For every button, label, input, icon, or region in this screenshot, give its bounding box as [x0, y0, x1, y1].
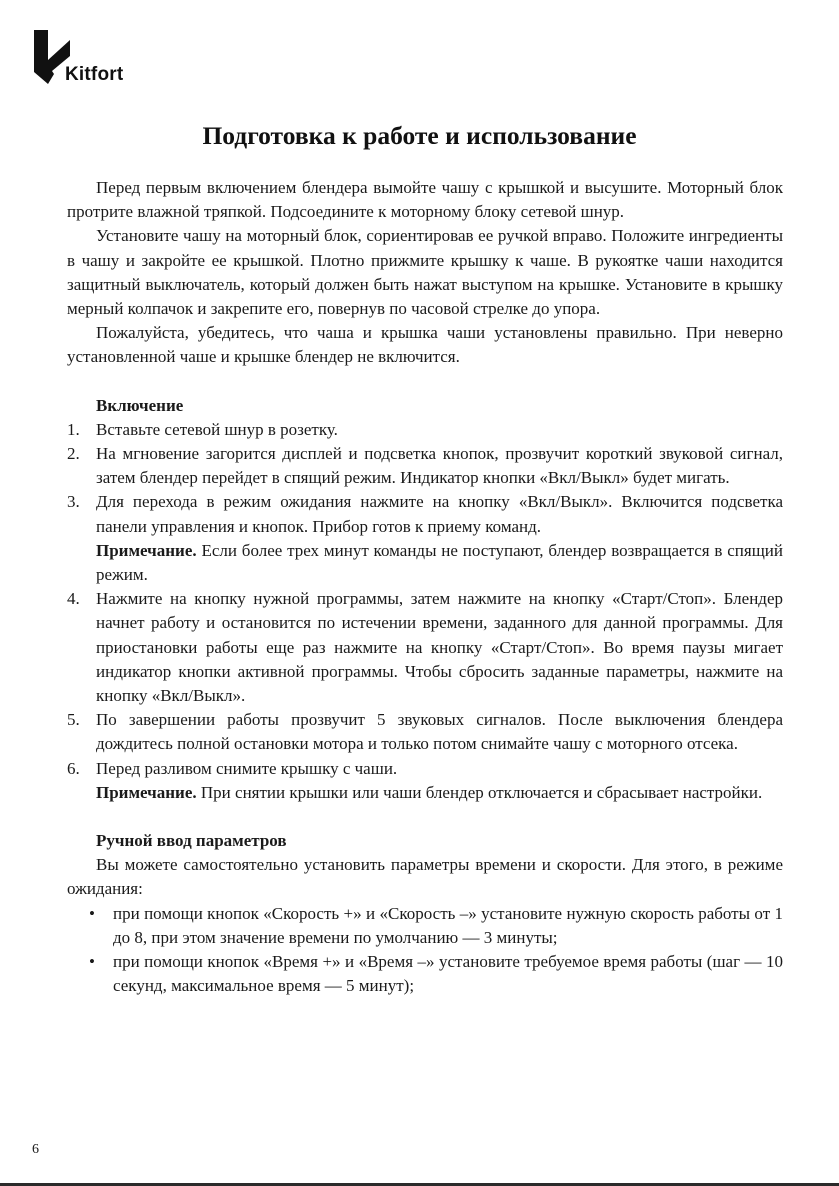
step-number: 2. [67, 444, 80, 464]
section-heading-manual: Ручной ввод параметров [96, 831, 287, 851]
step-number: 4. [67, 589, 80, 609]
logo-text: Kitfort [65, 64, 124, 85]
step-number: 6. [67, 758, 80, 778]
note-label: Примечание. [96, 540, 197, 560]
list-item [67, 708, 783, 756]
intro-paragraph: Пожалуйста, убедитесь, что чаша и крышка чаши установлены правильно. При неверно установленной чаше и крышке блендер не включится. [67, 323, 783, 367]
list-item [67, 757, 783, 805]
step-text: Нажмите на кнопку нужной программы, затем нажмите на кнопку «Старт/Стоп». Блендер начнет работу и остановится по истечении времени, заданного для данной программы. Для приостановки работы еще раз нажмите на кнопку «Старт/Стоп». Во время паузы мигает индикатор кнопки активной программы. Чтобы сбросить заданные параметры, нажмите на кнопку «Вкл/Выкл». [96, 589, 783, 706]
list-item [67, 418, 783, 442]
list-item [67, 587, 783, 708]
bullet-icon: • [89, 903, 95, 923]
step-text: Для перехода в режим ожидания нажмите на кнопку «Вкл/Выкл». Включится подсветка панели управления и кнопок. Прибор готов к приему команд. [96, 492, 783, 536]
section-heading-power: Включение [96, 395, 184, 415]
manual-bullets-list [67, 902, 783, 999]
page-number: 6 [32, 1142, 39, 1157]
step-number: 1. [67, 419, 80, 439]
list-item [67, 442, 783, 490]
list-item [67, 902, 783, 950]
manual-intro: Вы можете самостоятельно установить параметры времени и скорости. Для этого, в режиме ожидания: [67, 855, 783, 899]
note-label: Примечание. [96, 782, 197, 802]
step-text: По завершении работы прозвучит 5 звуковых сигналов. После выключения блендера дождитесь полной остановки мотора и только потом снимайте чашу с моторного отсека. [96, 710, 783, 754]
kitfort-logo [34, 30, 154, 86]
note-text: Если более трех минут команды не поступают, блендер возвращается в спящий режим. [96, 540, 783, 585]
intro-paragraph: Перед первым включением блендера вымойте чашу с крышкой и высушите. Моторный блок протрите влажной тряпкой. Подсоедините к моторному блоку сетевой шнур. [67, 178, 783, 222]
step-text: На мгновение загорится дисплей и подсветка кнопок, прозвучит короткий звуковой сигнал, затем блендер перейдет в спящий режим. Индикатор кнопки «Вкл/Выкл» будет мигать. [96, 444, 783, 488]
main-content [67, 176, 783, 999]
list-item [67, 490, 783, 587]
step-text: Перед разливом снимите крышку с чаши. [96, 758, 398, 778]
list-item [67, 950, 783, 998]
note-text: При снятии крышки или чаши блендер отключается и сбрасывает настройки. [196, 782, 763, 802]
intro-paragraph: Установите чашу на моторный блок, сориентировав ее ручкой вправо. Положите ингредиенты в чашу и закройте ее крышкой. Плотно прижмите крышку к чаше. В рукоятке чаши находится защитный выключатель, который должен быть нажат выступом на крышке. Установите в крышку мерный колпачок и закрепите его, повернув по часовой стрелке до упора. [67, 226, 783, 319]
bullet-text: при помощи кнопок «Время +» и «Время –» установите требуемое время работы (шаг — 10 секунд, максимальное время — 5 минут); [113, 952, 783, 996]
bullet-text: при помощи кнопок «Скорость +» и «Скорость –» установите нужную скорость работы от 1 до 8, при этом значение времени по умолчанию — 3 минуты; [113, 903, 783, 947]
page-title: Подготовка к работе и использование [202, 121, 637, 150]
step-number: 5. [67, 710, 80, 730]
power-steps-list [67, 418, 783, 805]
bullet-icon: • [89, 952, 95, 972]
step-number: 3. [67, 492, 80, 512]
step-text: Вставьте сетевой шнур в розетку. [96, 419, 338, 439]
